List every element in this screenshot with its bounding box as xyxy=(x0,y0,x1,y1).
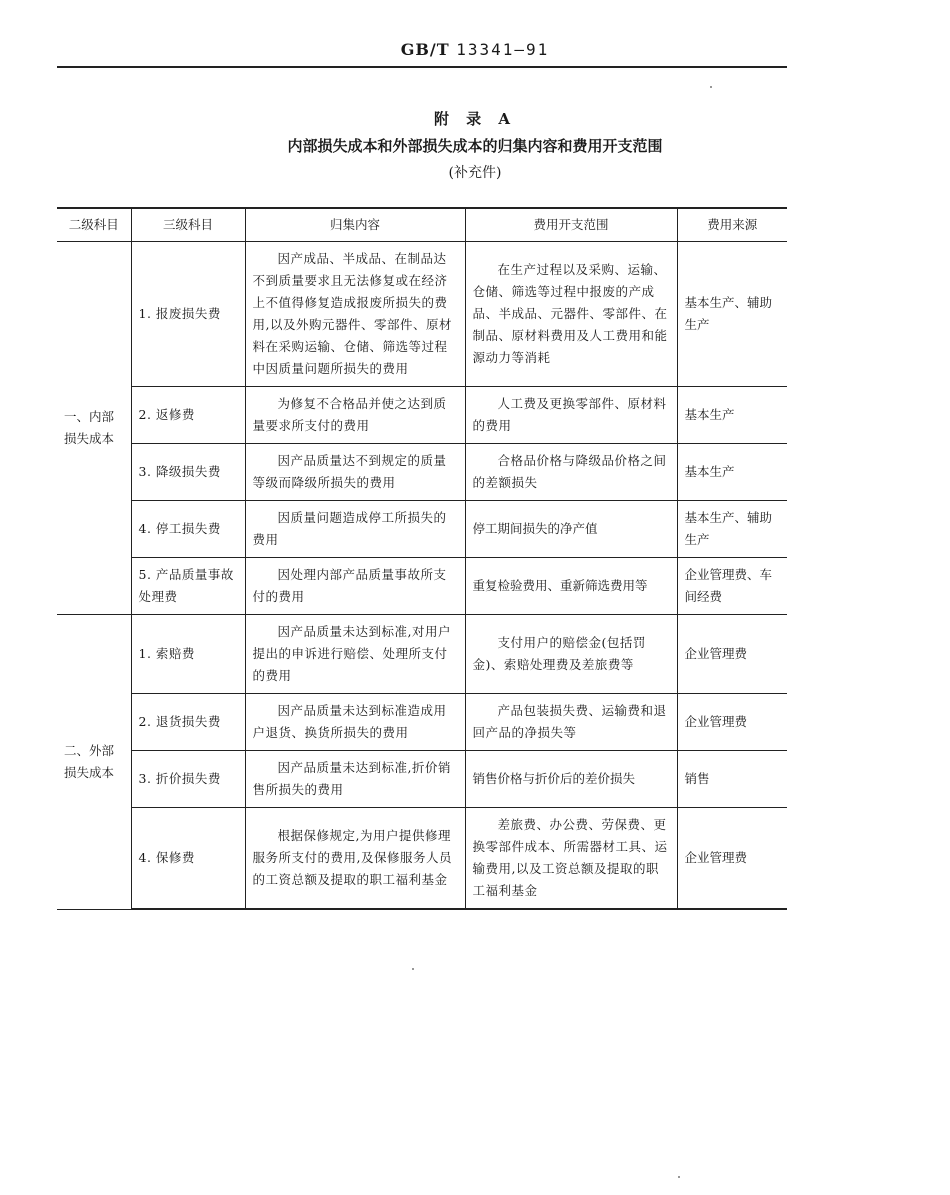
column-header: 归集内容 xyxy=(245,208,465,242)
source-cell: 企业管理费 xyxy=(677,694,787,751)
table-row xyxy=(57,501,787,558)
table-row xyxy=(57,808,787,910)
table-row xyxy=(57,558,787,615)
scan-speck xyxy=(412,968,414,970)
source-cell: 企业管理费 xyxy=(677,615,787,694)
scope-cell: 合格品价格与降级品价格之间的差额损失 xyxy=(465,444,677,501)
content-cell: 因产品质量未达到标准造成用户退货、换货所损失的费用 xyxy=(245,694,465,751)
annex-supplement: (补充件) xyxy=(448,165,502,181)
column-header: 费用开支范围 xyxy=(465,208,677,242)
standard-number: 13341—91 xyxy=(456,40,550,59)
content-cell: 因产品质量未达到标准,对用户提出的申诉进行赔偿、处理所支付的费用 xyxy=(245,615,465,694)
header-rule xyxy=(57,66,787,68)
source-cell: 基本生产 xyxy=(677,444,787,501)
subject-cell: 5. 产品质量事故处理费 xyxy=(131,558,245,615)
table-row xyxy=(57,444,787,501)
table-row xyxy=(57,242,787,387)
table-row xyxy=(57,615,787,694)
annex-title-block xyxy=(0,108,950,182)
source-cell: 企业管理费 xyxy=(677,808,787,910)
scope-cell: 差旅费、办公费、劳保费、更换零部件成本、所需器材工具、运输费用,以及工资总额及提取的职工福利基金 xyxy=(465,808,677,910)
scope-cell: 产品包装损失费、运输费和退回产品的净损失等 xyxy=(465,694,677,751)
source-cell: 销售 xyxy=(677,751,787,808)
scope-cell: 支付用户的赔偿金(包括罚金)、索赔处理费及差旅费等 xyxy=(465,615,677,694)
column-header: 二级科目 xyxy=(57,208,131,242)
subject-cell: 2. 退货损失费 xyxy=(131,694,245,751)
content-cell: 因产成品、半成品、在制品达不到质量要求且无法修复或在经济上不值得修复造成报废所损失的费用,以及外购元器件、零部件、原材料在采购运输、仓储、筛选等过程中因质量问题所损失的费用 xyxy=(245,242,465,387)
standard-prefix: GB/T xyxy=(400,40,450,59)
source-cell: 基本生产 xyxy=(677,387,787,444)
content-cell: 因产品质量未达到标准,折价销售所损失的费用 xyxy=(245,751,465,808)
scope-cell: 停工期间损失的净产值 xyxy=(465,501,677,558)
table-row xyxy=(57,694,787,751)
subject-cell: 2. 返修费 xyxy=(131,387,245,444)
annex-title: 内部损失成本和外部损失成本的归集内容和费用开支范围 xyxy=(287,137,663,155)
scan-speck xyxy=(678,1176,680,1178)
subject-cell: 1. 索赔费 xyxy=(131,615,245,694)
content-cell: 因处理内部产品质量事故所支付的费用 xyxy=(245,558,465,615)
category-cell: 二、外部损失成本 xyxy=(57,615,131,910)
scan-speck xyxy=(710,86,712,88)
scope-cell: 销售价格与折价后的差价损失 xyxy=(465,751,677,808)
scope-cell: 人工费及更换零部件、原材料的费用 xyxy=(465,387,677,444)
source-cell: 基本生产、辅助生产 xyxy=(677,242,787,387)
subject-cell: 4. 保修费 xyxy=(131,808,245,910)
annex-label: 附 录 A xyxy=(433,110,517,128)
content-cell: 因产品质量达不到规定的质量等级而降级所损失的费用 xyxy=(245,444,465,501)
table-row xyxy=(57,751,787,808)
table-row xyxy=(57,387,787,444)
subject-cell: 4. 停工损失费 xyxy=(131,501,245,558)
subject-cell: 1. 报废损失费 xyxy=(131,242,245,387)
category-cell: 一、内部损失成本 xyxy=(57,242,131,615)
scope-cell: 重复检验费用、重新筛选费用等 xyxy=(465,558,677,615)
column-header: 费用来源 xyxy=(677,208,787,242)
column-header: 三级科目 xyxy=(131,208,245,242)
standard-header xyxy=(0,40,950,59)
content-cell: 为修复不合格品并使之达到质量要求所支付的费用 xyxy=(245,387,465,444)
scope-cell: 在生产过程以及采购、运输、仓储、筛选等过程中报废的产成品、半成品、元器件、零部件、在制品、原材料费用及人工费用和能源动力等消耗 xyxy=(465,242,677,387)
cost-table xyxy=(57,207,787,910)
source-cell: 企业管理费、车间经费 xyxy=(677,558,787,615)
content-cell: 因质量问题造成停工所损失的费用 xyxy=(245,501,465,558)
subject-cell: 3. 折价损失费 xyxy=(131,751,245,808)
source-cell: 基本生产、辅助生产 xyxy=(677,501,787,558)
subject-cell: 3. 降级损失费 xyxy=(131,444,245,501)
table-header-row xyxy=(57,208,787,242)
content-cell: 根据保修规定,为用户提供修理服务所支付的费用,及保修服务人员的工资总额及提取的职工福利基金 xyxy=(245,808,465,910)
